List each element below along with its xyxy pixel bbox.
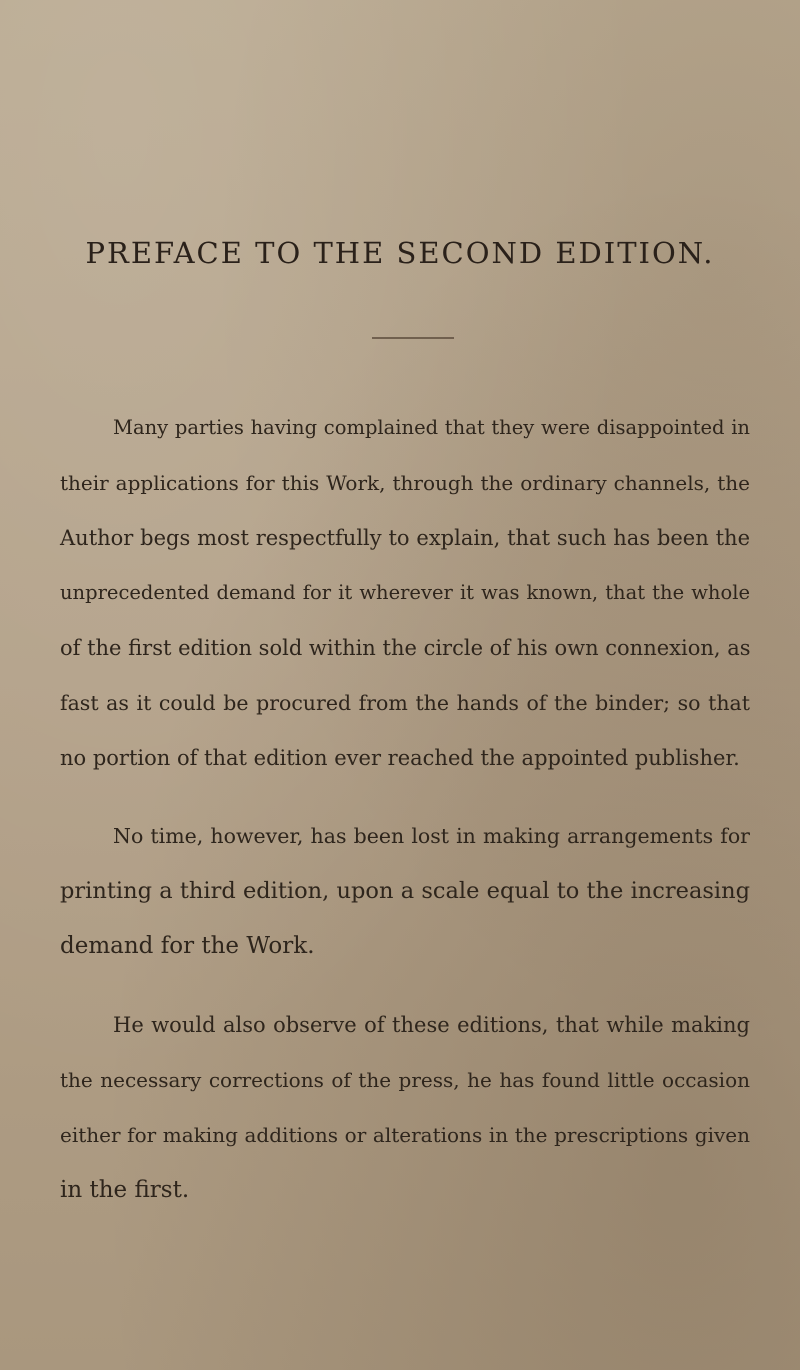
text-line: printing a third edition, upon a scale equal to the increasing [60,878,750,904]
text-line: He would also observe of these editions, that while making [113,1013,750,1037]
text-line: their applications for this Work, through the ordinary channels, the [60,471,750,495]
page-title: PREFACE TO THE SECOND EDITION. [85,236,715,270]
text-line: the necessary corrections of the press, he has found little occasion [60,1068,750,1092]
text-line: no portion of that edition ever reached the appointed publisher. [60,746,740,770]
title-divider [372,337,454,339]
text-line: either for making additions or alterations in the prescriptions given [60,1123,750,1147]
text-line: demand for the Work. [60,933,315,959]
text-line: Many parties having complained that they were disappointed in [113,416,750,439]
text-line: Author begs most respectfully to explain, that such has been the [60,526,750,550]
text-line: of the first edition sold within the circle of his own connexion, as [60,636,751,660]
text-line: No time, however, has been lost in making arrangements for [113,824,750,848]
text-line: in the first. [60,1177,190,1203]
text-line: fast as it could be procured from the hands of the binder; so that [60,691,750,715]
text-line: unprecedented demand for it wherever it was known, that the whole [60,581,750,604]
